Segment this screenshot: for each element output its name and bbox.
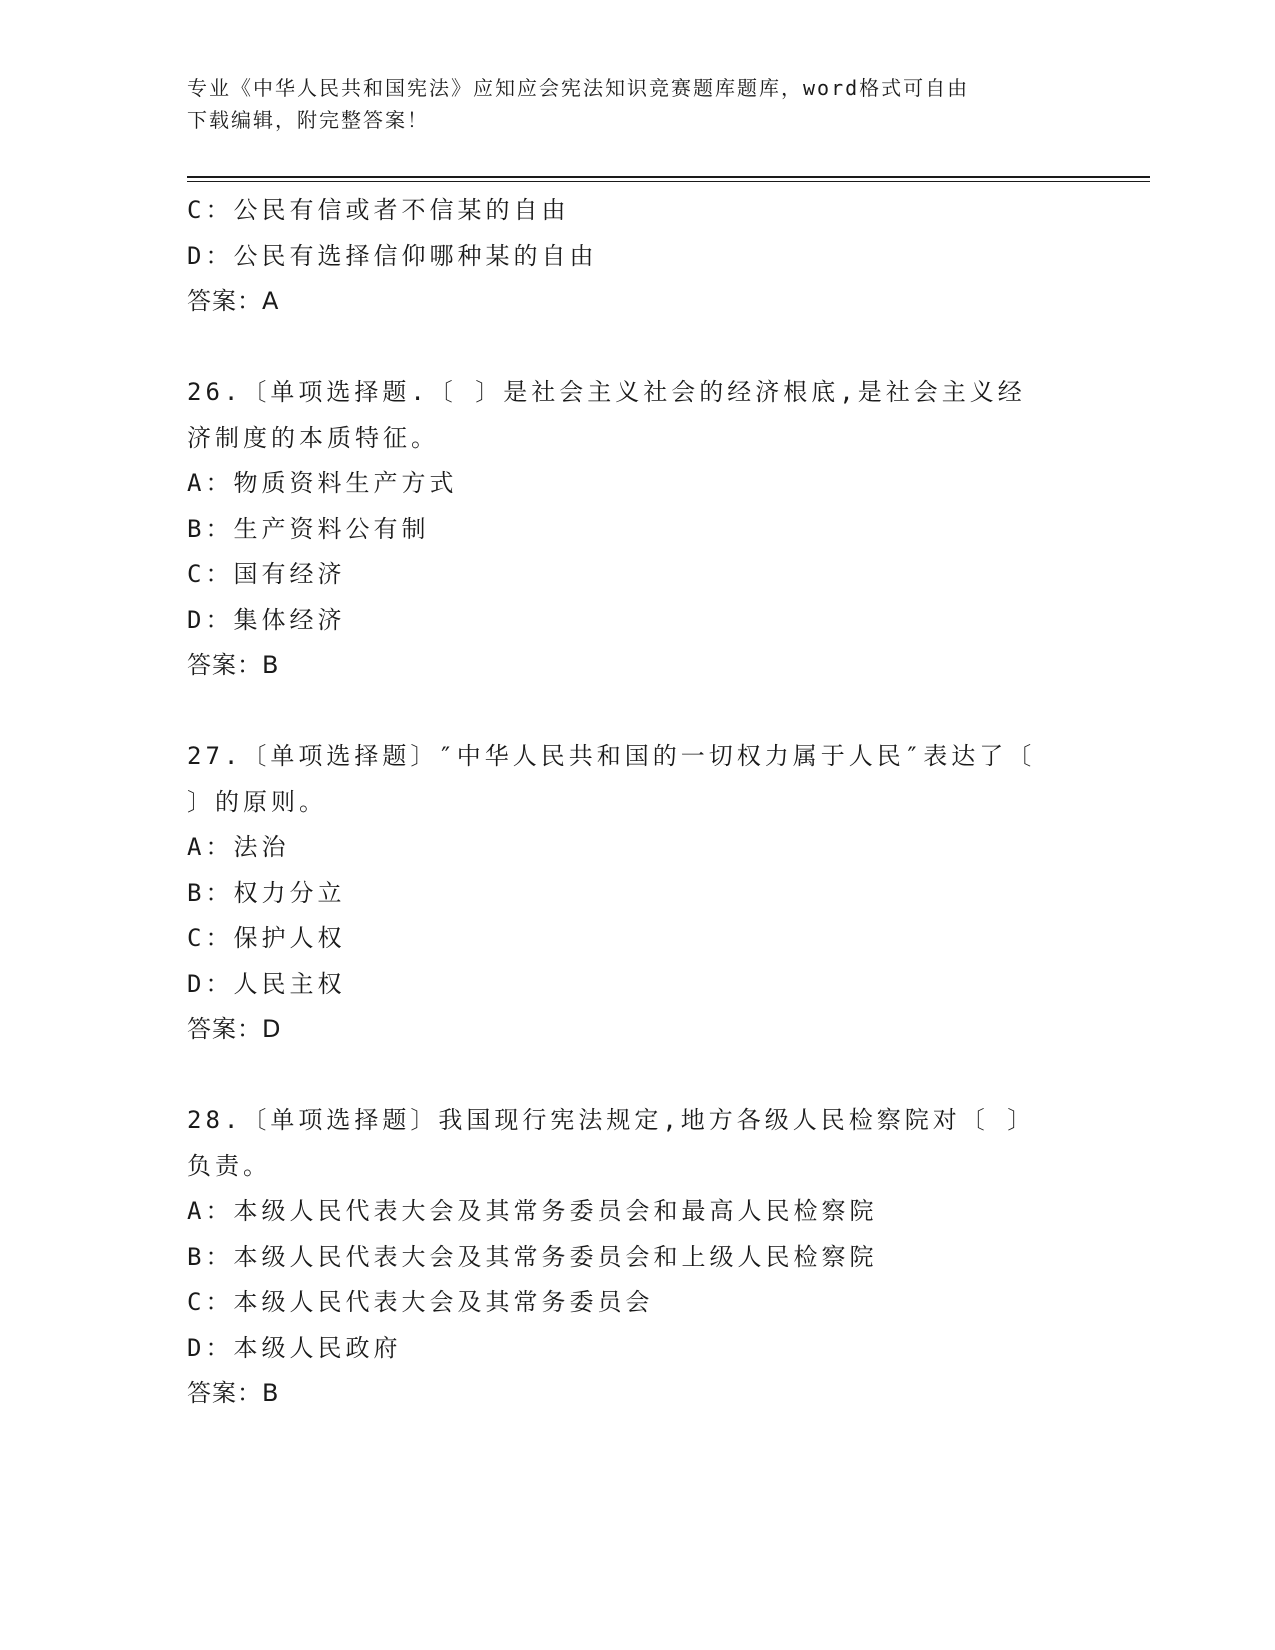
question-stem-line-1: 28.〔单项选择题〕我国现行宪法规定,地方各级人民检察院对〔 〕 xyxy=(187,1106,1036,1134)
answer-line: 答案：B xyxy=(187,651,280,679)
option-d: D：公民有选择信仰哪种某的自由 xyxy=(187,241,598,270)
question-27 xyxy=(187,734,1087,1053)
spacer xyxy=(187,325,1087,371)
question-stem-line-2: 〕的原则。 xyxy=(187,787,327,816)
option-c: C：国有经济 xyxy=(187,560,346,588)
header-rule-thick xyxy=(187,176,1150,178)
question-stem-line-2: 负责。 xyxy=(187,1151,271,1180)
document-header xyxy=(187,72,1067,136)
option-b: B：本级人民代表大会及其常务委员会和上级人民检察院 xyxy=(187,1242,878,1271)
answer-line: 答案：B xyxy=(187,1379,280,1407)
option-a: A：法治 xyxy=(187,833,290,861)
question-stem-line-1: 26.〔单项选择题.〔 〕是社会主义社会的经济根底,是社会主义经 xyxy=(187,378,1026,406)
option-d: D：本级人民政府 xyxy=(187,1333,402,1362)
option-d: D：人民主权 xyxy=(187,969,346,998)
option-a: A：物质资料生产方式 xyxy=(187,469,458,497)
spacer xyxy=(187,689,1087,735)
question-stem-line-2: 济制度的本质特征。 xyxy=(187,423,439,452)
option-b: B：权力分立 xyxy=(187,878,346,907)
header-rule-thin xyxy=(187,181,1150,182)
option-b: B：生产资料公有制 xyxy=(187,514,430,543)
option-c: C：公民有信或者不信某的自由 xyxy=(187,196,570,224)
answer-line: 答案：A xyxy=(187,287,280,315)
option-c: C：本级人民代表大会及其常务委员会 xyxy=(187,1288,654,1316)
option-c: C：保护人权 xyxy=(187,924,346,952)
question-28 xyxy=(187,1098,1087,1417)
question-stem-line-1: 27.〔单项选择题〕″中华人民共和国的一切权力属于人民″表达了〔 xyxy=(187,742,1036,770)
header-line-2: 下载编辑，附完整答案！ xyxy=(187,108,429,132)
option-d: D：集体经济 xyxy=(187,605,346,634)
question-26 xyxy=(187,370,1087,689)
question-list xyxy=(187,188,1087,1417)
header-line-1: 专业《中华人民共和国宪法》应知应会宪法知识竞赛题库题库，word格式可自由 xyxy=(187,76,970,100)
question-25-tail xyxy=(187,188,1087,325)
option-a: A：本级人民代表大会及其常务委员会和最高人民检察院 xyxy=(187,1197,878,1225)
answer-line: 答案：D xyxy=(187,1015,282,1043)
spacer xyxy=(187,1053,1087,1099)
